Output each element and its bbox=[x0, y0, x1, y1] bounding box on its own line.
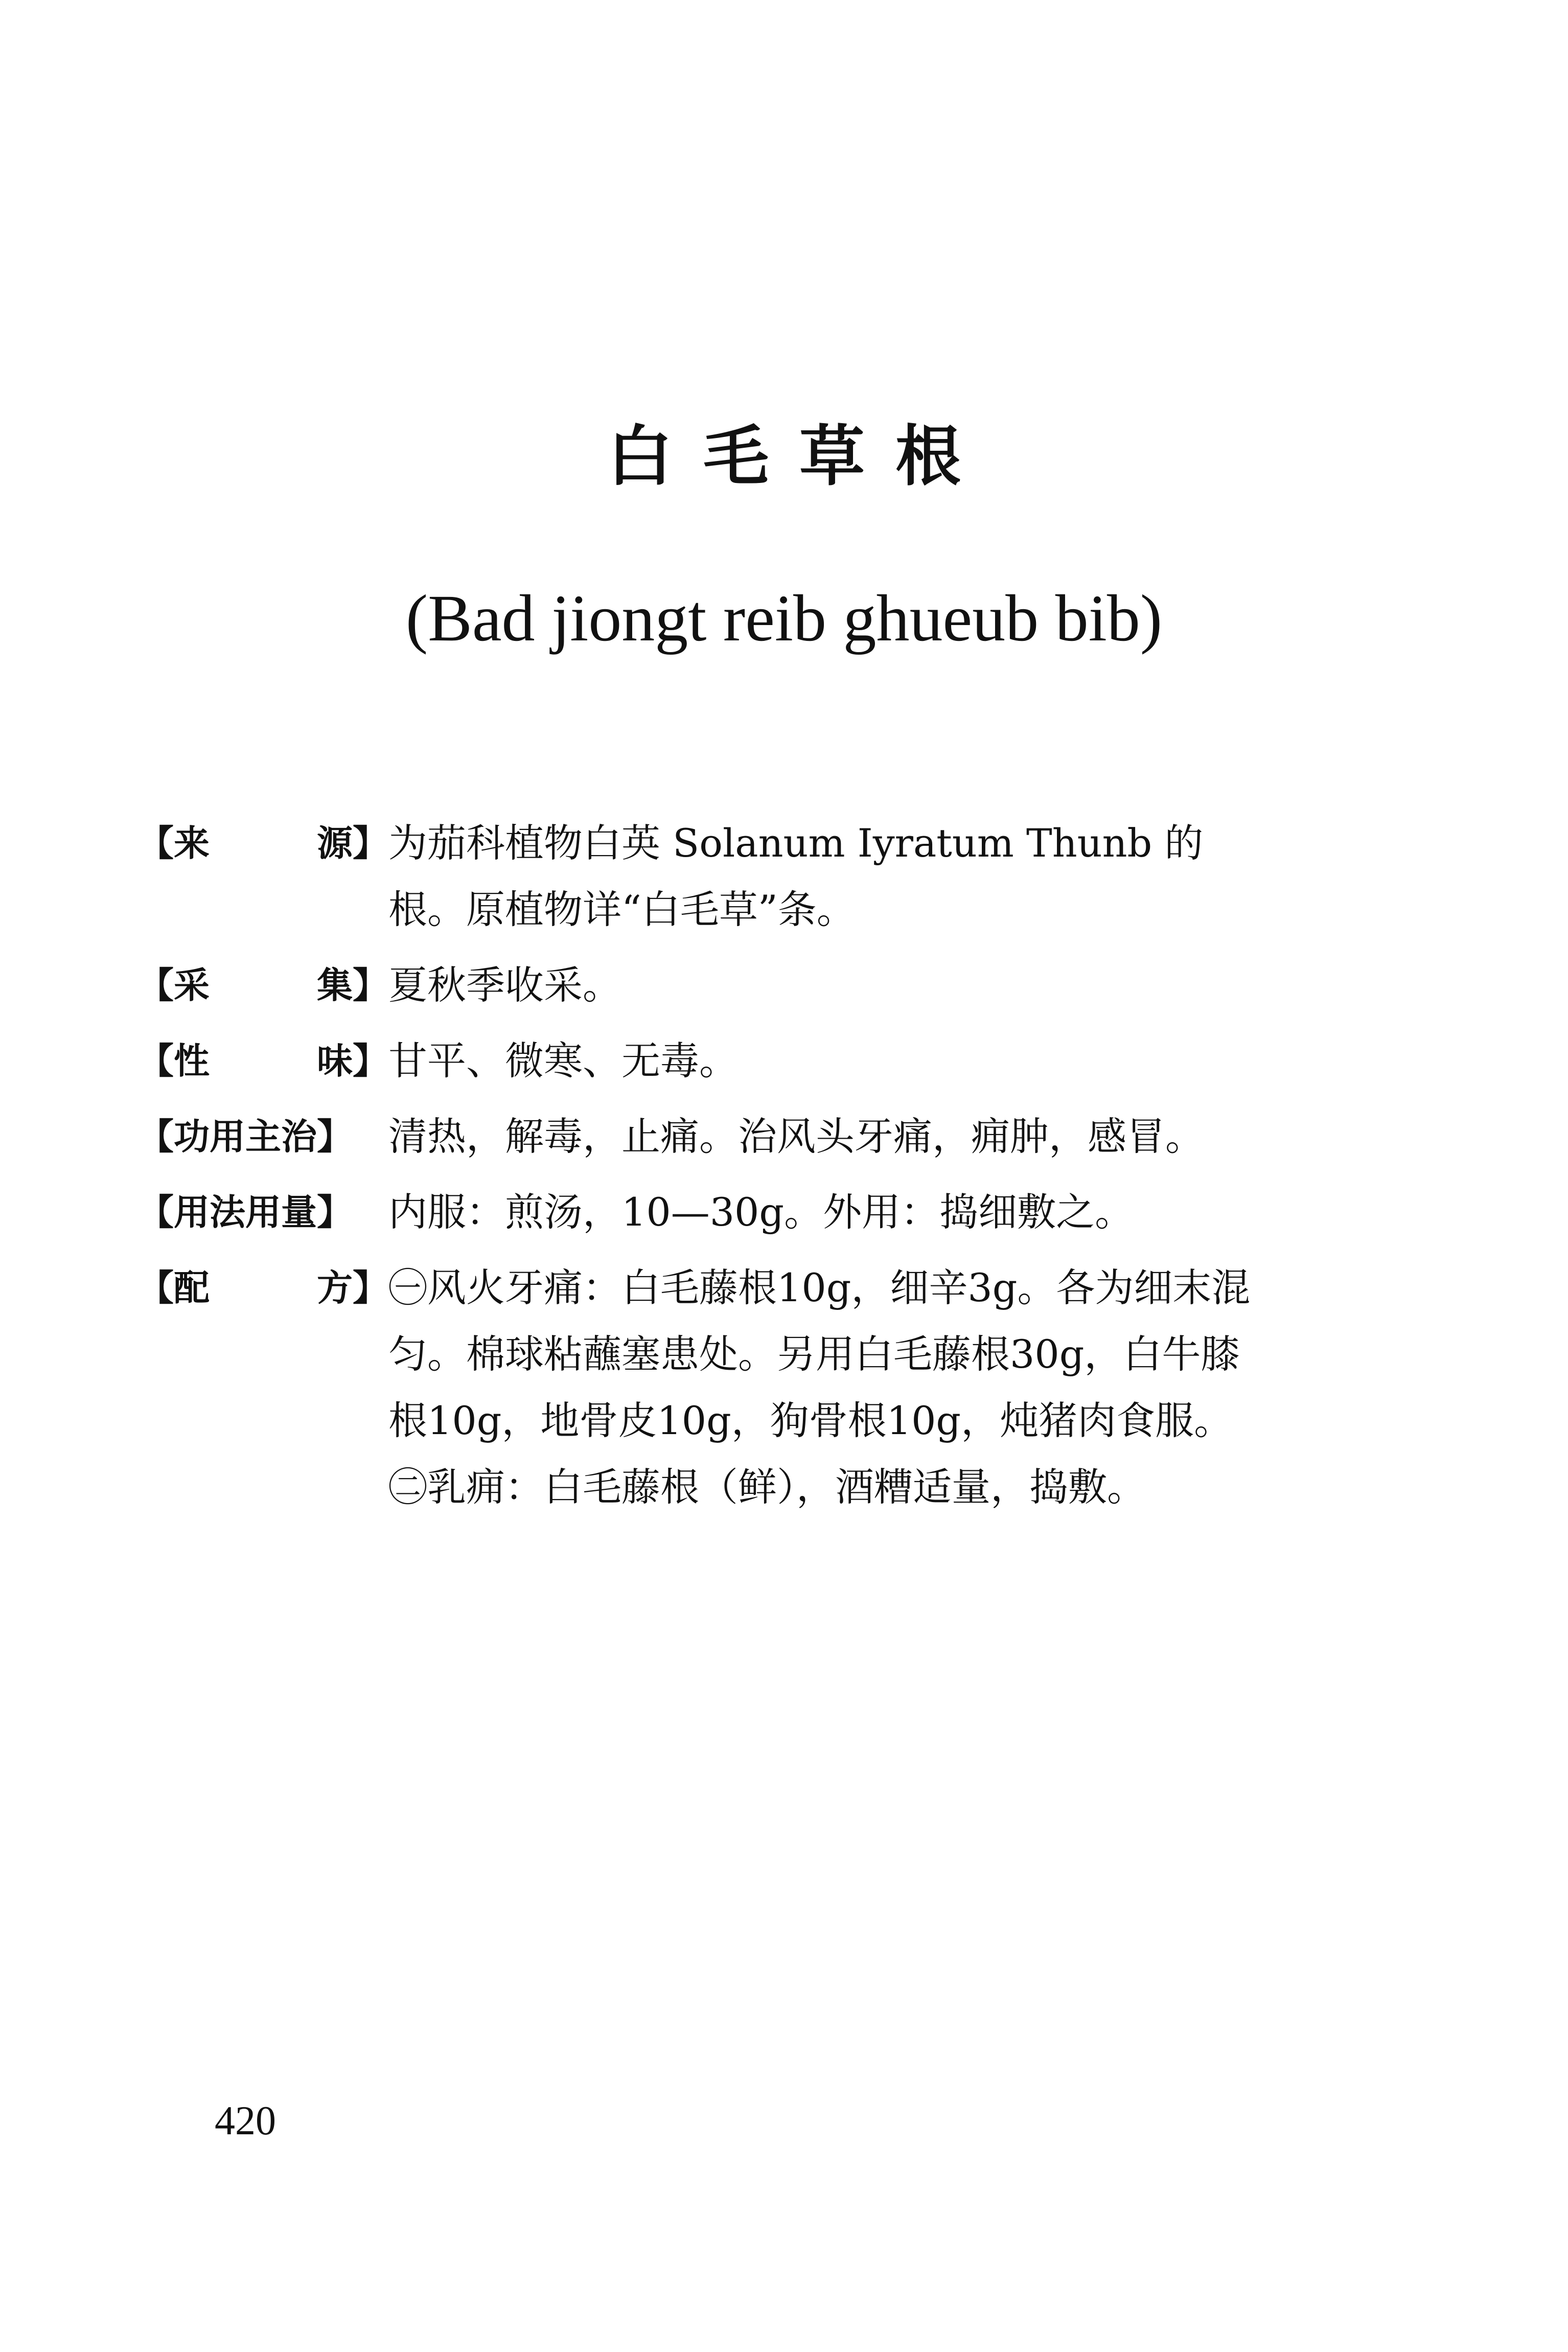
entry-label bbox=[138, 810, 388, 877]
entry-source bbox=[138, 810, 1365, 943]
content-line: 夏秋季收采。 bbox=[388, 962, 621, 1008]
entry-content bbox=[388, 1103, 1365, 1170]
label-left: 【配 bbox=[138, 1267, 210, 1309]
entry-list bbox=[138, 810, 1365, 1520]
label-right: 源】 bbox=[317, 822, 388, 864]
content-line: 根10g，地骨皮10g，狗骨根10g，炖猪肉食服。 bbox=[388, 1398, 1233, 1443]
content-line: 清热，解毒，止痛。治风头牙痛，痈肿，感冒。 bbox=[388, 1114, 1204, 1159]
entry-label bbox=[138, 1179, 388, 1246]
content-line: ㊁乳痈：白毛藤根（鲜），酒糟适量，捣敷。 bbox=[388, 1464, 1146, 1510]
entry-content bbox=[388, 952, 1365, 1019]
content-line: ㊀风火牙痛：白毛藤根10g，细辛3g。各为细末混 bbox=[388, 1265, 1251, 1310]
content-line: 为茄科植物白英 Solanum Iyratum Thunb 的 bbox=[388, 820, 1204, 866]
label-left: 【来 bbox=[138, 822, 210, 864]
content-line: 甘平、微寒、无毒。 bbox=[388, 1038, 738, 1083]
page-title: 白毛草根 bbox=[607, 419, 991, 495]
label-right: 方】 bbox=[317, 1267, 388, 1309]
entry-properties bbox=[138, 1028, 1365, 1094]
label-full: 【功用主治】 bbox=[138, 1116, 353, 1158]
content-line: 根。原植物详“白毛草”条。 bbox=[388, 887, 856, 932]
label-right: 集】 bbox=[317, 964, 388, 1006]
entry-dosage bbox=[138, 1179, 1365, 1246]
entry-label bbox=[138, 1103, 388, 1170]
label-left: 【采 bbox=[138, 964, 210, 1006]
page-number: 420 bbox=[215, 2099, 276, 2143]
content-line: 匀。棉球粘蘸塞患处。另用白毛藤根30g，白牛膝 bbox=[388, 1331, 1240, 1377]
entry-content bbox=[388, 1255, 1365, 1520]
entry-label bbox=[138, 1255, 388, 1321]
entry-label bbox=[138, 1028, 388, 1094]
label-right: 味】 bbox=[317, 1040, 388, 1082]
label-left: 【性 bbox=[138, 1040, 210, 1082]
label-full: 【用法用量】 bbox=[138, 1191, 353, 1233]
entry-content bbox=[388, 810, 1365, 943]
entry-collection bbox=[138, 952, 1365, 1019]
entry-content bbox=[388, 1028, 1365, 1094]
entry-content bbox=[388, 1179, 1365, 1246]
entry-functions bbox=[138, 1103, 1365, 1170]
content-line: 内服：煎汤，10—30g。外用：捣细敷之。 bbox=[388, 1189, 1134, 1235]
page-subtitle: (Bad jiongt reib ghueub bib) bbox=[405, 582, 1163, 655]
entry-label bbox=[138, 952, 388, 1019]
entry-formula bbox=[138, 1255, 1365, 1520]
